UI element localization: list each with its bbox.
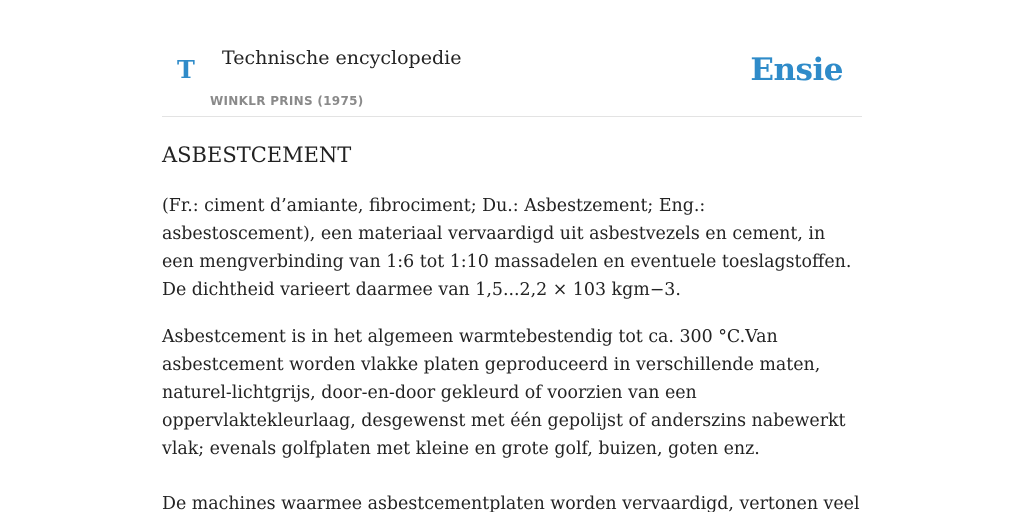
entry-paragraph: De machines waarmee asbestcementplaten worden vervaardigd, vertonen veel <box>162 494 860 512</box>
page <box>162 0 862 512</box>
entry-title: ASBESTCEMENT <box>162 143 352 167</box>
entry-content <box>162 192 862 512</box>
book-title-link[interactable]: Technische encyclopedie <box>222 47 462 69</box>
header <box>162 0 862 117</box>
book-source: WINKLR PRINS (1975) <box>210 94 364 108</box>
ensie-logo[interactable]: Ensie <box>750 52 843 88</box>
book-letter-icon[interactable]: T <box>177 55 195 84</box>
entry-paragraph: (Fr.: ciment d’amiante, fibrociment; Du.: Asbestzement; Eng.: asbestoscement), een materiaal vervaardigd uit asbestvezels en cement, in een mengverbinding van 1:6 tot 1:10 massadelen en eventuele toeslagstoffen. De dichtheid varieert daarmee van 1,5...2,2 × 103 kgm−3. <box>162 196 852 300</box>
entry-paragraph: Asbestcement is in het algemeen warmtebestendig tot ca. 300 °C.Van asbestcement worden vlakke platen geproduceerd in verschillende maten, naturel-lichtgrijs, door-en-door gekleurd of voorzien van een oppervlaktekleurlaag, desgewenst met één gepolijst of anderszins nabewerkt vlak; evenals golfplaten met kleine en grote golf, buizen, goten enz. <box>162 327 846 459</box>
